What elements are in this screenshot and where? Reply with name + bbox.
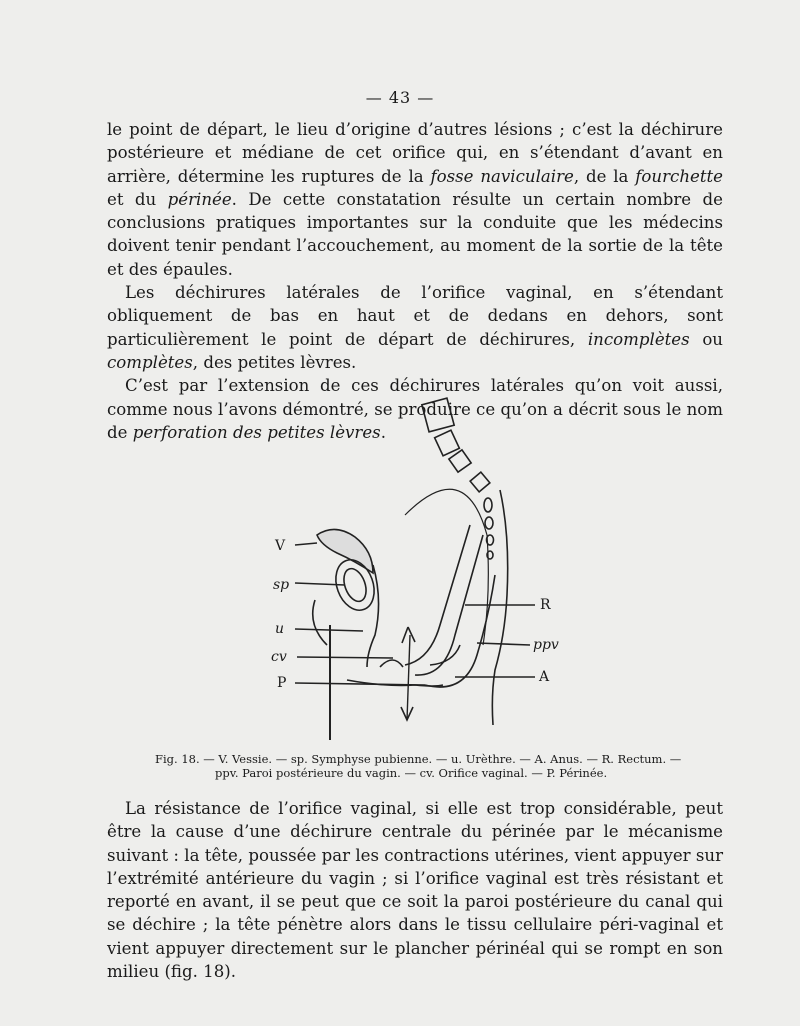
- label-p: P: [277, 675, 287, 691]
- label-cv: cv: [271, 649, 287, 665]
- coccyx-segment: [484, 498, 492, 512]
- anatomical-figure: [255, 395, 585, 745]
- paragraph-2: Les déchirures latérales de l’orifice vaginal, en s’étendant obliquement de bas en haut et de dedans en dehors, sont particulièrement le point de départ de déchirures, incomplètes ou complètes, des petites lèvres.: [107, 283, 723, 372]
- label-u: u: [275, 621, 285, 637]
- vertebra: [422, 398, 454, 432]
- pelvis-section-drawing: [255, 395, 585, 745]
- coccyx-segment: [485, 517, 493, 529]
- paragraph-3: C’est par l’extension de ces déchirures latérales qu’on voit aussi, comme nous l’avons démontré, se produire ce qu’on a décrit sous le nom de perforation des petites lèvres.: [107, 376, 723, 442]
- vertebra: [470, 472, 490, 492]
- label-sp: sp: [273, 577, 290, 593]
- label-a: A: [539, 669, 550, 685]
- figure-caption: [155, 752, 705, 780]
- paragraph-4: La résistance de l’orifice vaginal, si elle est trop considérable, peut être la cause d’une déchirure centrale du périnée par le mécanisme suivant : la tête, poussée par les contractions utérines, vient appuyer sur l’extrémité antérieure du vagin ; si l’orifice vaginal est très résistant et reporté en avant, il se peut que ce soit la paroi postérieure du canal qui se déchire ; la tête pénètre alors dans le tissu cellulaire péri-vaginal et vient appuyer directement sur le plancher périnéal qui se rompt en son milieu (fig. 18).: [107, 799, 723, 982]
- page-number: — 43 —: [365, 88, 435, 107]
- label-ppv: ppv: [533, 637, 559, 653]
- label-v: V: [275, 538, 286, 554]
- paragraph-1: le point de départ, le lieu d’origine d’autres lésions ; c’est la déchirure postérieure et médiane de cet orifice qui, en s’étendant d’avant en arrière, détermine les ruptures de la fosse naviculaire, de la fourchette et du périnée. De cette constatation résulte un certain nombre de conclusions pratiques importantes sur la conduite que les médecins doivent tenir pendant l’accouchement, au moment de la sortie de la tête et des épaules.: [107, 120, 723, 279]
- caption-line-1: Fig. 18. — V. Vessie. — sp. Symphyse pubienne. — u. Urèthre. — A. Anus. — R. Rectum. —: [155, 752, 682, 766]
- vertebra: [449, 450, 471, 472]
- body-text-bottom: [107, 797, 723, 983]
- vertebra: [435, 430, 460, 456]
- caption-line-2: ppv. Paroi postérieure du vagin. — cv. Orifice vaginal. — P. Périnée.: [215, 766, 608, 780]
- label-r: R: [540, 597, 551, 613]
